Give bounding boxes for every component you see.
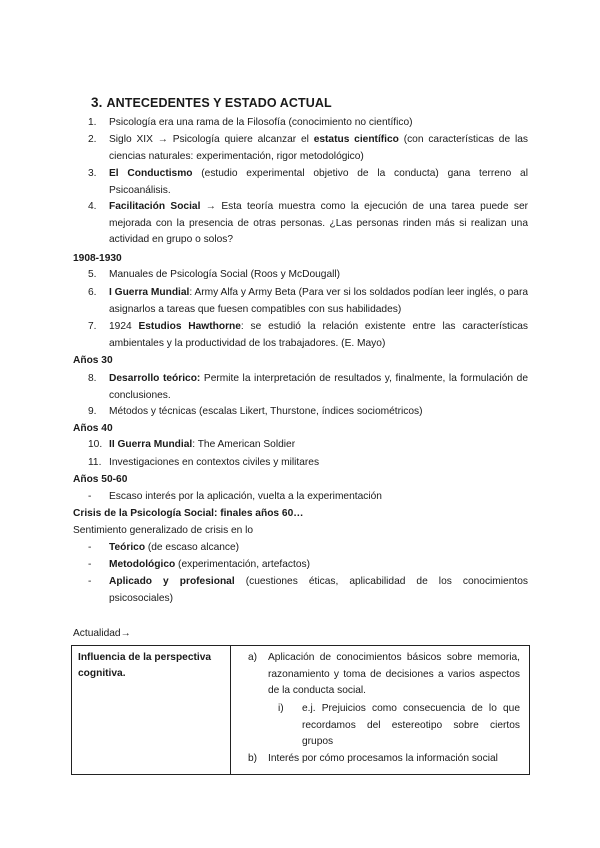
list-item: - Metodológico (experimentación, artefactos) — [88, 559, 310, 570]
list-item: - Teórico (de escaso alcance) — [88, 542, 240, 553]
crisis-intro: Sentimiento generalizado de crisis en lo — [73, 525, 254, 536]
period-heading-1908: 1908-1930 — [73, 253, 122, 264]
list-item: 7. 1924 Estudios Hawthorne: se estudió la relación existente entre las características ambientales y la productividad de los trabajadores. (E. Mayo) — [88, 321, 528, 349]
table-item-b: b) Interés por cómo procesamos la información social — [248, 753, 498, 764]
list-item: 4. Facilitación Social → Esta teoría muestra como la ejecución de una tarea puede ser mejorada con la presencia de otras personas. ¿Las personas rinden más si realizan una actividad en grupo o solos? — [88, 201, 528, 246]
list-item: 11. Investigaciones en contextos civiles y militares — [88, 457, 320, 468]
table-item-i: i) e.j. Prejuicios como consecuencia de lo que recordamos del estereotipo sobre ciertos grupos — [278, 703, 520, 748]
period-heading-40: Años 40 — [73, 423, 113, 434]
period-heading-30: Años 30 — [73, 355, 113, 366]
table-left-cell — [72, 646, 231, 774]
list-item: 6. I Guerra Mundial: Army Alfa y Army Beta (Para ver si los soldados podían leer inglés, o para asignarlos a tareas que fuesen compatibles con sus habilidades) — [88, 287, 529, 315]
list-item: 1. Psicología era una rama de la Filosofía (conocimiento no científico) — [88, 117, 413, 128]
section-heading — [91, 95, 332, 110]
heading-number: 3. — [91, 95, 103, 110]
table-left-text: Influencia de la perspectiva cognitiva. — [78, 652, 212, 679]
list-item: 2. Siglo XIX → Psicología quiere alcanzar el estatus científico (con características de las ciencias naturales: experimentación, rigor metodológico) — [88, 134, 528, 162]
list-item: 8. Desarrollo teórico: Permite la interpretación de resultados y, finalmente, la formulación de conclusiones. — [88, 373, 528, 401]
list-item: 5. Manuales de Psicología Social (Roos y McDougall) — [88, 269, 341, 280]
actualidad-label: Actualidad→ — [73, 628, 131, 639]
list-item: 9. Métodos y técnicas (escalas Likert, Thurstone, índices sociométricos) — [88, 406, 423, 417]
heading-title: ANTECEDENTES Y ESTADO ACTUAL — [106, 96, 332, 110]
actualidad-table — [71, 645, 530, 775]
table-item-a: a) Aplicación de conocimientos básicos sobre memoria, razonamiento y toma de decisiones a varios aspectos de la conducta social. — [248, 652, 520, 697]
list-item: - Escaso interés por la aplicación, vuelta a la experimentación — [88, 491, 382, 502]
list-item: - Aplicado y profesional (cuestiones éticas, aplicabilidad de los conocimientos psicosociales) — [88, 576, 528, 604]
list-item: 3. El Conductismo (estudio experimental objetivo de la conducta) gana terreno al Psicoanálisis. — [88, 168, 528, 196]
list-item: 10. II Guerra Mundial: The American Soldier — [88, 439, 296, 450]
period-heading-50: Años 50-60 — [73, 474, 128, 485]
crisis-heading: Crisis de la Psicología Social: finales años 60… — [73, 508, 304, 519]
